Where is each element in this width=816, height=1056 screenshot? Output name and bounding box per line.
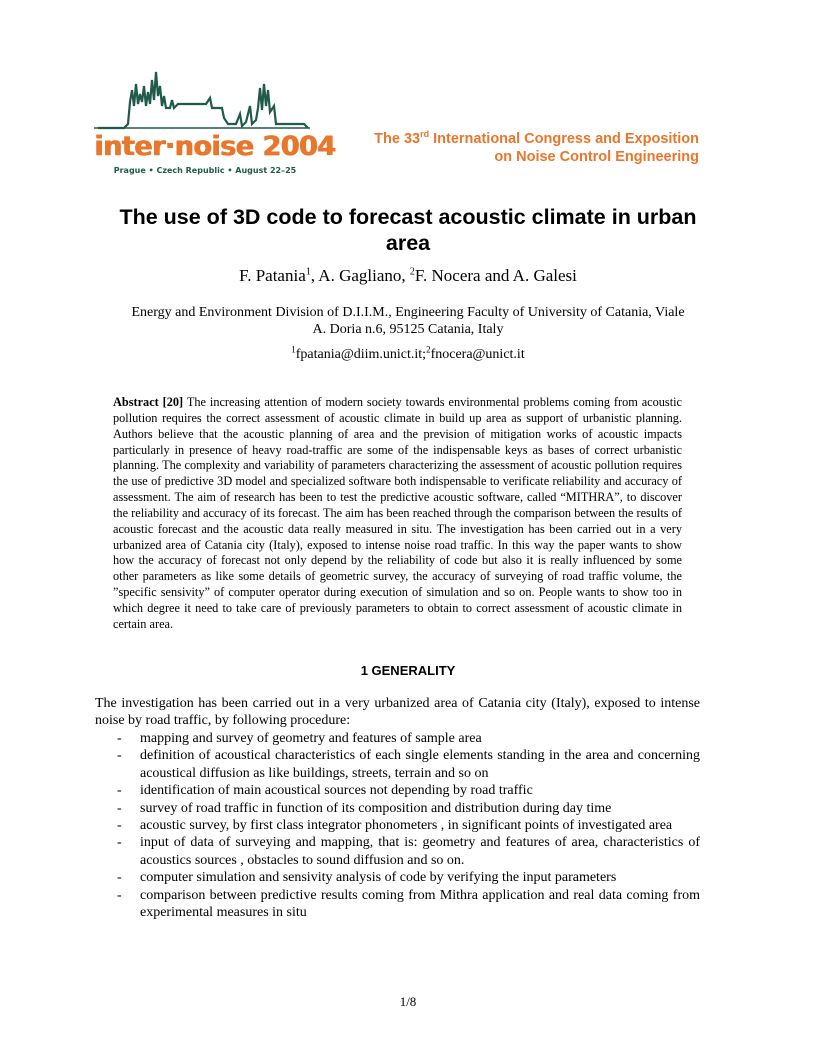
list-item xyxy=(95,817,700,834)
affiliation xyxy=(90,304,726,338)
author-3: F. Nocera and A. Galesi xyxy=(414,266,577,285)
paper-title xyxy=(80,204,736,256)
list-item xyxy=(95,800,700,817)
title-line-1: The use of 3D code to forecast acoustic climate in urban xyxy=(119,205,697,229)
congress-line-1 xyxy=(374,130,699,148)
author-separator: , A. Gagliano, xyxy=(310,266,410,285)
list-item-text: comparison between predictive results coming from Mithra application and real data coming from experimental measures in situ xyxy=(140,887,700,921)
logo-tagline: Prague • Czech Republic • August 22–25 xyxy=(113,166,297,175)
list-item xyxy=(95,747,700,782)
abstract xyxy=(113,395,682,633)
list-item xyxy=(95,730,700,747)
abstract-text: The increasing attention of modern society towards environmental problems coming from acoustic pollution requires the correct assessment of acoustic climate in build up area as support of urbanistic planning. Authors believe that the acoustic planning of area and the prevision of mitigation works of acoustic impacts particularly in presence of heavy road-traffic are some of the indispensable keys as bases of correct urbanistic planning. The complexity and variability of parameters characterizing the assessment of acoustic pollution requires the use of predictive 3D model and specialized software both indispensable to verificate reliability and accuracy of assessment. The aim of research has been to test the predictive acoustic software, called “MITHRA”, to discover the reliability and accuracy of its forecast. The aim has been reached through the comparison between the results of acoustic forecast and the acoustic data really measured in situ. The investigation has been carried out in a very urbanized area of Catania city (Italy), exposed to intense noise road traffic. In this way the paper wants to show how the accuracy of forecast not only depend by the reliability of code but also it is really influenced by some other parameters as like some details of geometric survey, the accuracy of surveying of road traffic volume, the ”specific sensivity” of computer operator during execution of simulation and so on. People wants to show too in which degree it need to take care of previously parameters to obtain to correct assessment of acoustic climate in certain area. xyxy=(113,395,683,631)
list-item xyxy=(95,887,700,922)
abstract-label: Abstract [20] xyxy=(113,395,184,409)
list-bullet: - xyxy=(117,731,122,746)
list-item xyxy=(95,869,700,886)
author-emails xyxy=(80,346,736,363)
paper-authors xyxy=(80,266,736,286)
list-bullet: - xyxy=(117,887,122,903)
author-1: F. Patania xyxy=(239,266,306,285)
list-bullet: - xyxy=(117,748,122,764)
list-item xyxy=(95,782,700,799)
congress-heading xyxy=(374,130,699,166)
list-bullet: - xyxy=(117,835,122,851)
author-1-affil: 1 xyxy=(305,266,311,278)
prague-skyline-icon xyxy=(94,66,310,136)
title-line-2: area xyxy=(385,231,431,255)
list-item xyxy=(95,834,700,869)
list-bullet: - xyxy=(117,800,122,816)
congress-prefix: The 33 xyxy=(374,131,421,147)
list-bullet: - xyxy=(117,818,122,834)
affiliation-line-1: Energy and Environment Division of D.I.I.M., Engineering Faculty of University of Catania, Viale xyxy=(131,305,685,320)
list-item-text: computer simulation and sensivity analysis of code by verifying the input parameters xyxy=(140,870,617,886)
page-number: 1/8 xyxy=(399,994,417,1009)
email-2-marker: 2 xyxy=(426,344,431,355)
list-item-text: mapping and survey of geometry and features of sample area xyxy=(140,731,482,746)
email-1: fpatania@diim.unict.it; xyxy=(295,347,427,362)
congress-ordinal: rd xyxy=(420,129,430,140)
list-item-text: survey of road traffic in function of its composition and distribution during day time xyxy=(140,800,612,816)
internoise-logo xyxy=(94,66,336,178)
procedure-list xyxy=(95,730,700,921)
list-item-text: acoustic survey, by first class integrator phonometers , in significant points of investigated area xyxy=(140,818,673,834)
email-1-marker: 1 xyxy=(291,344,296,355)
author-3-affil: 2 xyxy=(409,266,415,278)
section-heading: 1 GENERALITY xyxy=(360,663,456,678)
list-item-text: identification of main acoustical sources not depending by road traffic xyxy=(140,783,533,799)
congress-rest: International Congress and Exposition xyxy=(429,131,699,147)
congress-line-2: on Noise Control Engineering xyxy=(494,149,699,165)
list-bullet: - xyxy=(117,870,122,886)
logo-wordmark: inter·noise 2004 xyxy=(94,131,336,162)
section-intro: The investigation has been carried out in a very urbanized area of Catania city (Italy), exposed to intense noise by road traffic, by following procedure: xyxy=(95,696,700,729)
list-item-text: input of data of surveying and mapping, that is: geometry and features of area, characteristics of acoustics sources , obstacles to sound diffusion and so on. xyxy=(140,835,700,868)
list-bullet: - xyxy=(117,783,122,799)
affiliation-line-2: A. Doria n.6, 95125 Catania, Italy xyxy=(312,322,504,337)
email-2: fnocera@unict.it xyxy=(430,347,525,362)
list-item-text: definition of acoustical characteristics of each single elements standing in the area and concerning acoustical diffusion as like buildings, streets, terrain and so on xyxy=(140,748,700,781)
